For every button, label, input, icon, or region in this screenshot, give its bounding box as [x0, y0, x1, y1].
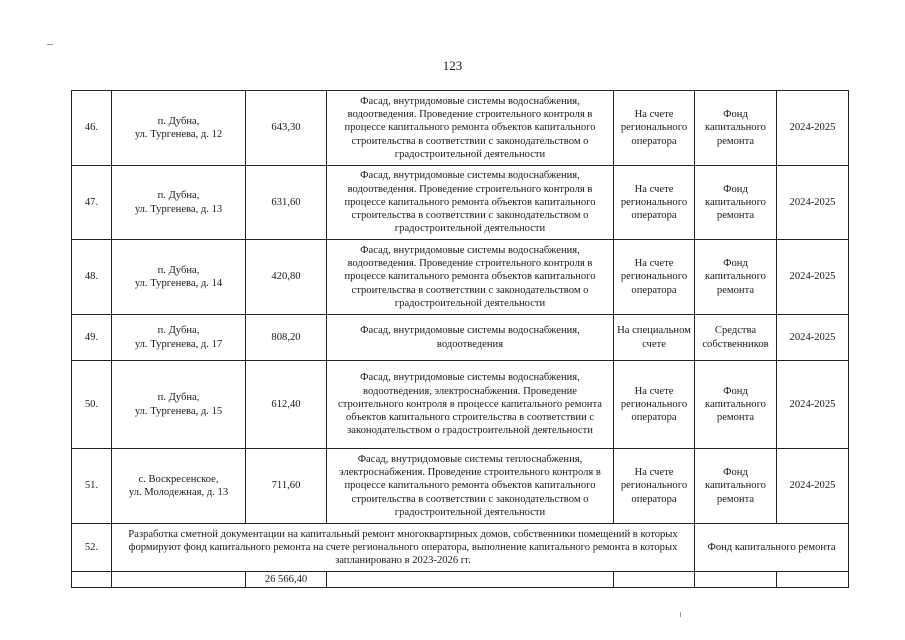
funding-source: Фонд капитального ремонта [695, 449, 777, 524]
address-cell [112, 166, 246, 240]
scan-mark [680, 612, 681, 617]
table-row [72, 91, 849, 166]
period-cell: 2024-2025 [777, 240, 849, 315]
table-row [72, 315, 849, 361]
table-row [72, 166, 849, 240]
total-empty [72, 572, 112, 588]
row-number: 51. [72, 449, 112, 524]
address-cell [112, 361, 246, 449]
account-type: На счете регионального оператора [614, 361, 695, 449]
funding-source: Фонд капитального ремонта [695, 524, 849, 572]
period-cell: 2024-2025 [777, 449, 849, 524]
funding-source: Фонд капитального ремонта [695, 240, 777, 315]
area-cell: 643,30 [246, 91, 327, 166]
works-description: Фасад, внутридомовые системы теплоснабжения, электроснабжения. Проведение строительного контроля в процессе капитального ремонта объектов капитального строительства в соответствии с законодательством о градостроительной деятельности [327, 449, 614, 524]
funding-source: Фонд капитального ремонта [695, 166, 777, 240]
address-line: ул. Тургенева, д. 13 [134, 203, 223, 215]
total-empty [327, 572, 614, 588]
period-cell: 2024-2025 [777, 91, 849, 166]
area-cell: 631,60 [246, 166, 327, 240]
table-row [72, 361, 849, 449]
period-cell: 2024-2025 [777, 166, 849, 240]
address-line: ул. Тургенева, д. 12 [134, 129, 223, 140]
area-cell: 612,40 [246, 361, 327, 449]
works-description: Фасад, внутридомовые системы водоснабжения, водоотведения [327, 315, 614, 361]
address-line: ул. Тургенева, д. 15 [134, 405, 223, 417]
table-row [72, 449, 849, 524]
row-number: 46. [72, 91, 112, 166]
works-description: Фасад, внутридомовые системы водоснабжения, водоотведения. Проведение строительного контроля в процессе капитального ремонта объектов капитального строительства в соответствии с законодательством о градостроительной деятельности [327, 166, 614, 240]
address-line: ул. Тургенева, д. 14 [134, 278, 223, 289]
total-empty [614, 572, 695, 588]
total-area: 26 566,40 [246, 572, 327, 588]
table-body [72, 91, 849, 588]
account-type: На счете регионального оператора [614, 240, 695, 315]
address-cell [112, 449, 246, 524]
address-line: п. Дубна, [157, 392, 200, 404]
period-cell: 2024-2025 [777, 361, 849, 449]
total-empty [695, 572, 777, 588]
account-type: На счете регионального оператора [614, 91, 695, 166]
works-description: Фасад, внутридомовые системы водоснабжения, водоотведения. Проведение строительного контроля в процессе капитального ремонта объектов капитального строительства в соответствии с законодательством о градостроительной деятельности [327, 240, 614, 315]
address-line: с. Воскресенское, [138, 473, 219, 485]
period-cell: 2024-2025 [777, 315, 849, 361]
address-cell [112, 315, 246, 361]
address-cell [112, 91, 246, 166]
funding-source: Фонд капитального ремонта [695, 361, 777, 449]
address-line: п. Дубна, [157, 325, 200, 337]
address-line: п. Дубна, [157, 115, 200, 127]
address-cell [112, 240, 246, 315]
works-description: Фасад, внутридомовые системы водоснабжения, водоотведения. Проведение строительного контроля в процессе капитального ремонта объектов капитального строительства в соответствии с законодательством о градостроительной деятельности [327, 91, 614, 166]
address-line: ул. Молодежная, д. 13 [128, 487, 229, 498]
row-number: 50. [72, 361, 112, 449]
funding-source: Средства собственников [695, 315, 777, 361]
funding-source: Фонд капитального ремонта [695, 91, 777, 166]
address-line: ул. Тургенева, д. 17 [134, 338, 223, 350]
row-number: 49. [72, 315, 112, 361]
account-type: На счете регионального оператора [614, 449, 695, 524]
row-number: 52. [72, 524, 112, 572]
row-number: 47. [72, 166, 112, 240]
address-line: п. Дубна, [157, 264, 200, 276]
table-row [72, 240, 849, 315]
scan-mark [47, 44, 53, 45]
page-number: 123 [442, 58, 463, 73]
area-cell: 808,20 [246, 315, 327, 361]
area-cell: 711,60 [246, 449, 327, 524]
total-empty [112, 572, 246, 588]
capital-repair-table [71, 90, 849, 588]
row-number: 48. [72, 240, 112, 315]
address-line: п. Дубна, [157, 190, 200, 202]
account-type: На специальном счете [614, 315, 695, 361]
works-description: Фасад, внутридомовые системы водоснабжения, водоотведения, электроснабжения. Проведение строительного контроля в процессе капитального ремонта объектов капитального строительства в соответствии с законодательством о градостроительной деятельности [327, 361, 614, 449]
table-row [72, 524, 849, 572]
estimate-description: Разработка сметной документации на капитальный ремонт многоквартирных домов, собственники помещений в которых формируют фонд капитального ремонта на счете регионального оператора, выполнение капитального ремонта в которых запланировано в 2023-2026 гг. [112, 524, 695, 572]
account-type: На счете регионального оператора [614, 166, 695, 240]
area-cell: 420,80 [246, 240, 327, 315]
total-row [72, 572, 849, 588]
total-empty [777, 572, 849, 588]
